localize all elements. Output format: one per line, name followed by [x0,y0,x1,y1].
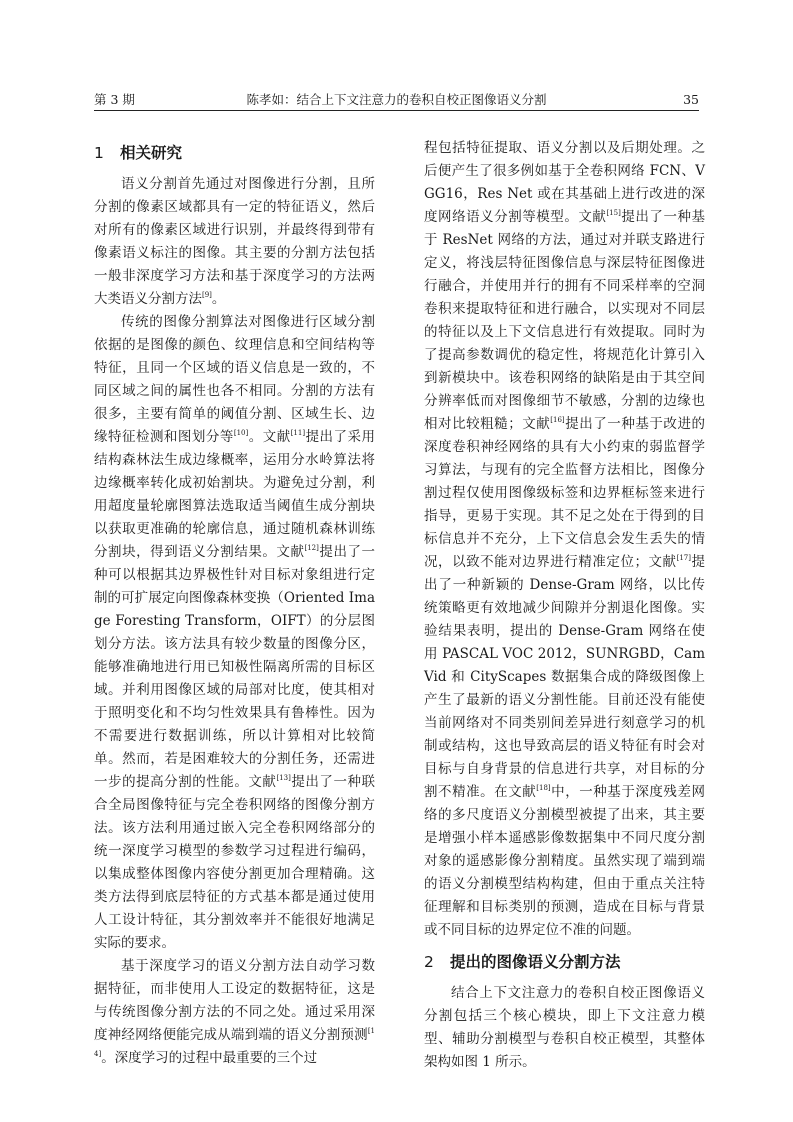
text-run: 。 [211,291,226,307]
text-run: 。文献 [248,429,291,445]
text-run: 提出了一种新颖的 Dense-Gram 网络，以比传统策略更有效地减少间隙并分割退化图像。实验结果表明，提出的 Dense-Gram 网络在使用 PASCAL VOC 2012，SUNRGBD，CamVid 和 CityScapes 数据集合成的降级图像上产生了最新的语义分割性能。目前还没有能使当前网络对不同类别间差异进行刻意学习的机制或结构，这也导致高层的语义特征有时会对目标与自身背景的信息进行共享，对目标的分割不精准。在文献 [424,554,706,800]
running-title: 陈孝如：结合上下文注意力的卷积自校正图像语义分割 [246,92,547,107]
section-number: 2 [424,953,434,971]
section-heading-2 [424,951,705,973]
section-title: 相关研究 [120,144,183,162]
section-title: 提出的图像语义分割方法 [450,953,621,971]
text-run: 提出了一种可以根据其边界极性针对目标对象组进行定制的可扩展定向图像森林变换（Oriented Image Foresting Transform，OIFT）的分层图划分方法。该方法具有较少数量的图像分区，能够准确地进行用已知极性隔离所需的目标区域。并利用图像区域的局部对比度，使其相对于照明变化和不均匀性效果具有鲁棒性。因为不需要进行数据训练，所以计算相对比较简单。然而，若是困难较大的分割任务，还需进一步的提高分割的性能。文献 [94,544,376,790]
paragraph [424,137,705,942]
right-column [424,137,705,1074]
issue-label: 第 3 期 [94,92,135,107]
text-run: 。深度学习的过程中最重要的三个过 [101,1050,318,1066]
text-run: 语义分割首先通过对图像进行分割，且所分割的像素区域都具有一定的特征语义，然后对所有的像素区域进行识别，并最终得到带有像素语义标注的图像。其主要的分割方法包括一般非深度学习方法和基于深度学习的方法两大类语义分割方法 [94,176,375,307]
left-column [94,142,375,1070]
text-run: 传统的图像分割算法对图像进行区域分割依据的是图像的颜色、纹理信息和空间结构等特征，且同一个区域的语义信息是一致的，不同区域之间的属性也各不相同。分割的方法有很多，主要有简单的阈值分割、区域生长、边缘特征检测和图划分等 [94,314,375,445]
paragraph: 结合上下文注意力的卷积自校正图像语义分割包括三个核心模块，即上下文注意力模型、辅助分割模型与卷积自校正模型，其整体架构如图 1 所示。 [424,985,705,1070]
citation: [11] [290,429,306,437]
citation: [12] [304,544,319,552]
text-run: 提出了一种基于改进的深度卷积神经网络的具有大小约束的弱监督学习算法，与现有的完全监督方法相比，图像分割过程仅使用图像级标签和边界框标签来进行指导，更易于实现。其不足之处在于得到的目标信息并不充分，上下文信息会发生丢失的情况，以致不能对边界进行精准定位；文献 [424,416,706,570]
text-run: 基于深度学习的语义分割方法自动学习数据特征，而非使用人工设定的数据特征，这是与传统图像分割方法的不同之处。通过采用深度神经网络便能完成从端到端的语义分割预测 [94,958,375,1043]
text-run: 提出了一种联合全局图像特征与完全卷积网络的图像分割方法。该方法利用通过嵌入完全卷积网络部分的统一深度学习模型的参数学习过程进行编码，以集成整体图像内容使分割更加合理精确。这类方法得到底层特征的方式基本都是通过使用人工设计特征，其分割效率并不能很好地满足实际的要求。 [94,774,376,951]
text-run: 提出了采用结构森林法生成边缘概率，运用分水岭算法将边缘概率转化成初始割块。为避免过分割，利用超度量轮廓图算法选取适当阈值生成分割块以获取更准确的轮廓信息，通过随机森林训练分割块，得到语义分割结果。文献 [94,429,376,560]
citation: [10] [233,429,249,437]
paragraph [94,955,375,1070]
text-run: 程包括特征提取、语义分割以及后期处理。之后便产生了很多例如基于全卷积网络 FCN、VGG16，Res Net 或在其基础上进行改进的深度网络语义分割等模型。文献 [424,140,705,225]
section-heading-1 [94,142,375,164]
citation: [15] [606,209,621,217]
citation: [14] [94,1027,375,1058]
paragraph [94,311,375,955]
section-number: 1 [94,144,104,162]
citation: [13] [276,774,291,782]
text-run: 提出了一种基于 ResNet 网络的方法，通过对并联支路进行定义，将浅层特征图像信息与深层特征图像进行融合，并使用并行的拥有不同采样率的空洞卷积来提取特征和进行融合，以实现对不同层的特征以及上下文信息进行有效提取。同时为了提高参数调优的稳定性，将规范化计算引入到新模块中。该卷积网络的缺陷是由于其空间分辨率低而对图像细节不敏感，分割的边缘也相对比较粗糙；文献 [424,209,706,432]
citation: [9] [202,291,212,299]
text-run: 中，一种基于深度残差网络的多尺度语义分割模型被提了出来，其主要是增强小样本遥感影像数据集中不同尺度分割对象的遥感影像分割精度。虽然实现了端到端的语义分割模型结构构建，但由于重点关注特征理解和目标类别的预测，造成在目标与背景或不同目标的边界定位不准的问题。 [424,784,706,938]
paragraph [94,173,375,311]
running-header [94,90,699,111]
citation: [17] [676,554,691,562]
page-number: 35 [683,92,699,107]
citation: [16] [550,416,565,424]
citation: [18] [536,784,551,792]
